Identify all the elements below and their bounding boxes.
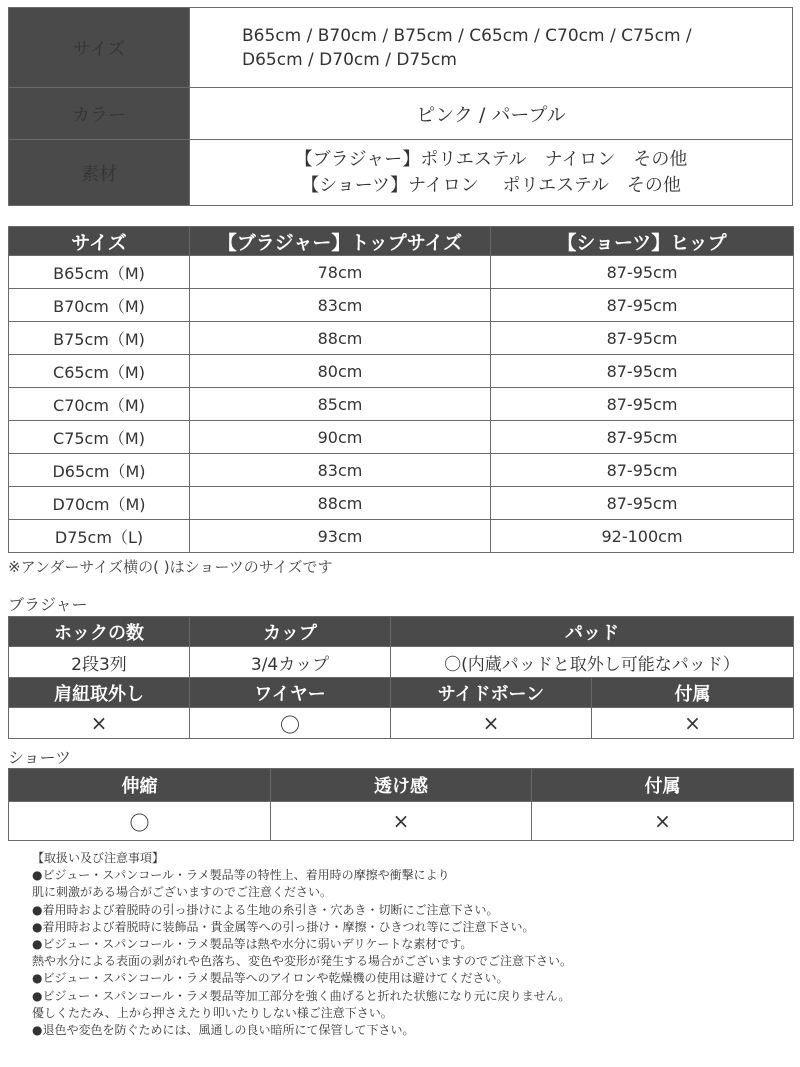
color-label: カラー bbox=[9, 88, 190, 140]
hip-cell: 87-95cm bbox=[491, 289, 794, 322]
material-value bbox=[190, 140, 793, 206]
strap-value: × bbox=[9, 708, 190, 739]
care-note-line: 肌に刺激がある場合がございますのでご注意ください。 bbox=[32, 885, 333, 900]
top-size-cell: 80cm bbox=[190, 355, 491, 388]
stretch-value: 〇 bbox=[9, 802, 271, 841]
table-row bbox=[9, 454, 794, 487]
accessory-header: 付属 bbox=[532, 769, 794, 802]
size-cell: B65cm（M) bbox=[9, 256, 190, 289]
size-cell: D75cm（L) bbox=[9, 520, 190, 553]
table-row bbox=[9, 520, 794, 553]
care-note-line: ●退色や変色を防ぐためには、風通しの良い暗所にて保管して下さい。 bbox=[32, 1023, 415, 1038]
table-row bbox=[9, 289, 794, 322]
sidebone-header: サイドボーン bbox=[391, 678, 592, 708]
size-cell: C75cm（M) bbox=[9, 421, 190, 454]
sheer-value: × bbox=[271, 802, 532, 841]
hip-cell: 87-95cm bbox=[491, 256, 794, 289]
top-size-cell: 83cm bbox=[190, 289, 491, 322]
size-cell: D70cm（M) bbox=[9, 487, 190, 520]
wire-value: 〇 bbox=[190, 708, 391, 739]
size-cell: D65cm（M) bbox=[9, 454, 190, 487]
top-size-cell: 93cm bbox=[190, 520, 491, 553]
hip-cell: 92-100cm bbox=[491, 520, 794, 553]
sidebone-value: × bbox=[391, 708, 592, 739]
hook-header: ホックの数 bbox=[9, 617, 190, 647]
size-line-1: B65cm / B70cm / B75cm / C65cm / C70cm / C75cm / bbox=[242, 25, 692, 46]
care-note-line: 優しくたたみ、上から押さえたり叩いたりしない様ご注意下さい。 bbox=[32, 1005, 393, 1020]
size-note: ※アンダーサイズ横の( )はショーツのサイズです bbox=[8, 558, 333, 576]
top-size-cell: 85cm bbox=[190, 388, 491, 421]
shorts-section-label: ショーツ bbox=[8, 748, 72, 767]
care-note-line: ●ビジュー・スパンコール・ラメ製品等加工部分を強く曲げると折れた状態になり元に戻りません。 bbox=[32, 988, 571, 1003]
care-note-line: 【取扱い及び注意事項】 bbox=[32, 851, 165, 865]
pad-value: 〇(内蔵パッドと取外し可能なパッド） bbox=[391, 647, 794, 678]
table-row bbox=[9, 487, 794, 520]
material-line-1: 【ブラジャー】ポリエステル ナイロン その他 bbox=[294, 148, 688, 170]
size-line-2: D65cm / D70cm / D75cm bbox=[242, 49, 457, 70]
size-table-header: 【ショーツ】ヒップ bbox=[491, 227, 794, 256]
care-note-line: 熱や水分による表面の剥がれや色落ち、変色や変形が発生する場合がございますのでご注意下さい。 bbox=[32, 954, 573, 969]
material-line-2: 【ショーツ】ナイロン ポリエステル その他 bbox=[301, 174, 681, 196]
size-table-header: 【ブラジャー】トップサイズ bbox=[190, 227, 491, 256]
shorts-table bbox=[8, 768, 794, 841]
care-note-line: ●ビジュー・スパンコール・ラメ製品等は熱や水分に弱いデリケートな素材です。 bbox=[32, 937, 473, 952]
size-label: サイズ bbox=[9, 8, 190, 88]
cup-value: 3/4カップ bbox=[190, 647, 391, 678]
accessory-value: × bbox=[532, 802, 794, 841]
table-row bbox=[9, 355, 794, 388]
top-size-cell: 88cm bbox=[190, 322, 491, 355]
cup-header: カップ bbox=[190, 617, 391, 647]
size-table bbox=[8, 226, 794, 553]
size-cell: B75cm（M) bbox=[9, 322, 190, 355]
strap-header: 肩紐取外し bbox=[9, 678, 190, 708]
table-row bbox=[9, 256, 794, 289]
size-cell: C70cm（M) bbox=[9, 388, 190, 421]
hip-cell: 87-95cm bbox=[491, 322, 794, 355]
bra-section-label: ブラジャー bbox=[8, 595, 88, 614]
accessory-value: × bbox=[592, 708, 794, 739]
hip-cell: 87-95cm bbox=[491, 487, 794, 520]
hook-value: 2段3列 bbox=[9, 647, 190, 678]
spec-table bbox=[8, 7, 793, 206]
hip-cell: 87-95cm bbox=[491, 388, 794, 421]
color-value: ピンク / パープル bbox=[190, 88, 793, 140]
hip-cell: 87-95cm bbox=[491, 355, 794, 388]
top-size-cell: 88cm bbox=[190, 487, 491, 520]
top-size-cell: 83cm bbox=[190, 454, 491, 487]
size-table-header: サイズ bbox=[9, 227, 190, 256]
top-size-cell: 90cm bbox=[190, 421, 491, 454]
sheer-header: 透け感 bbox=[271, 769, 532, 802]
table-row bbox=[9, 421, 794, 454]
pad-header: パッド bbox=[391, 617, 794, 647]
accessory-header: 付属 bbox=[592, 678, 794, 708]
hip-cell: 87-95cm bbox=[491, 454, 794, 487]
bra-table bbox=[8, 616, 794, 739]
size-cell: B70cm（M) bbox=[9, 289, 190, 322]
care-note-line: ●着用時および着脱時に装飾品・貴金属等への引っ掛け・摩擦・ひきつれ等にご注意下さい。 bbox=[32, 919, 535, 934]
size-value bbox=[190, 8, 793, 88]
table-row bbox=[9, 322, 794, 355]
hip-cell: 87-95cm bbox=[491, 421, 794, 454]
wire-header: ワイヤー bbox=[190, 678, 391, 708]
top-size-cell: 78cm bbox=[190, 256, 491, 289]
care-note-line: ●着用時および着脱時の引っ掛けによる生地の糸引き・穴あき・切断にご注意下さい。 bbox=[32, 902, 499, 917]
care-note-line: ●ビジュー・スパンコール・ラメ製品等へのアイロンや乾燥機の使用は避けてください。 bbox=[32, 971, 509, 986]
size-cell: C65cm（M) bbox=[9, 355, 190, 388]
material-label: 素材 bbox=[9, 140, 190, 206]
care-notes bbox=[32, 850, 772, 1039]
care-note-line: ●ビジュー・スパンコール・ラメ製品等の特性上、着用時の摩擦や衝撃により bbox=[32, 868, 450, 883]
stretch-header: 伸縮 bbox=[9, 769, 271, 802]
table-row bbox=[9, 388, 794, 421]
